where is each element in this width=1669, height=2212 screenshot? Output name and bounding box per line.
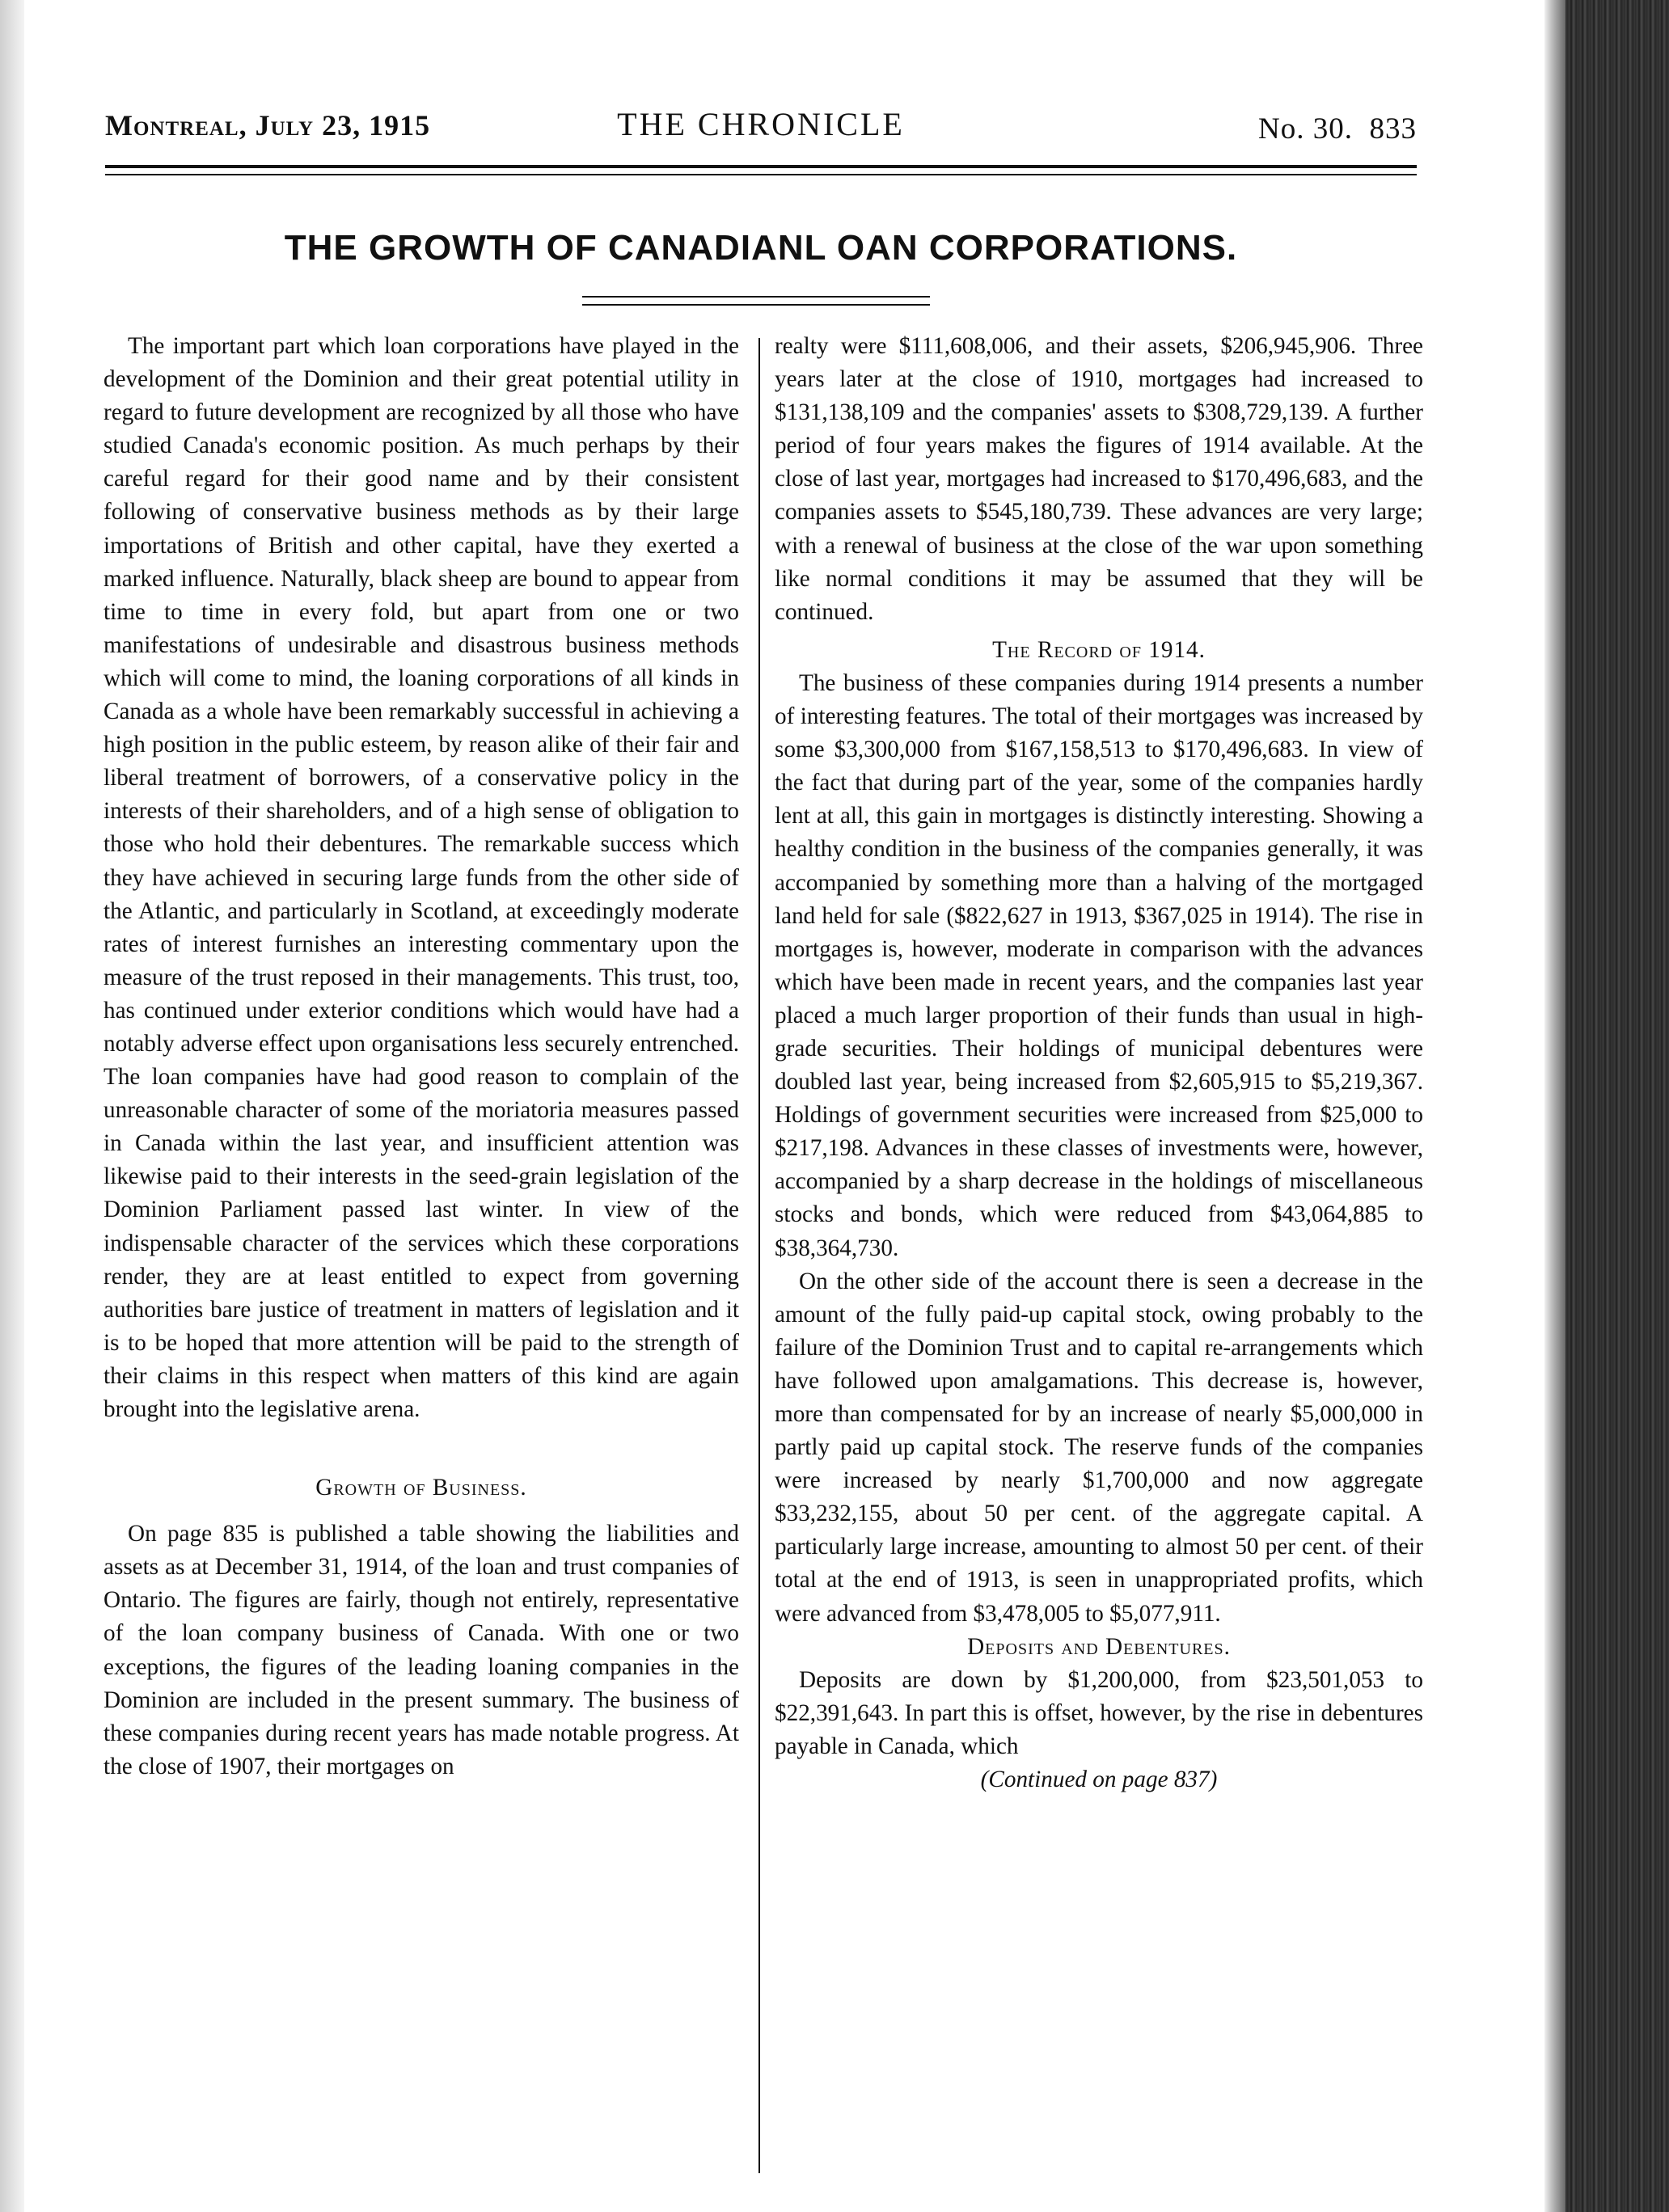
page-number: 833 (1369, 112, 1417, 146)
dateline: Montreal, July 23, 1915 (105, 109, 431, 141)
article-title: THE GROWTH OF CANADIANL OAN CORPORATIONS. (284, 228, 1238, 268)
journal-name: THE CHRONICLE (617, 106, 905, 142)
running-header (105, 103, 1417, 152)
record-paragraph-2: On the other side of the account there is seen a decrease in the amount of the fully paid-up capital stock, owing probably to the failure of the Dominion Trust and to capital re-arrangements which have followed upon amalgamations. This decrease is, however, more than compensated for by an increase of nearly $5,000,000 in partly paid up capital stock. The reserve funds of the companies were increased by nearly $1,700,000 and now aggregate $33,232,155, about 50 per cent. of the aggregate capital. A particularly large increase, amounting to almost 50 per cent. of their total at the end of 1913, is seen in unappropriated profits, which were advanced from $3,478,005 to $5,077,911. (775, 1268, 1423, 1627)
growth-paragraph: On page 835 is published a table showing the liabilities and assets as at December 31, 1914, of the loan and trust companies of Ontario. The figures are fairly, though not entirely, representative of the loan company business of Canada. With one or two exceptions, the figures of the leading loaning companies in the Dominion are included in the present summary. The business of these companies during recent years has made notable progress. At the close of 1907, their mortgages on (104, 1521, 739, 1779)
header-rule-thick (105, 165, 1417, 168)
issue-and-page (1258, 112, 1417, 146)
book-binding-edge (1544, 0, 1669, 2212)
continued-note: (Continued on page 837) (980, 1767, 1218, 1793)
title-ornament-rule (582, 296, 930, 298)
growth-paragraph-continued: realty were $111,608,006, and their assets, $206,945,906. Three years later at the close of 1910, mortgages had increased to $131,138,109 and the companies' assets to $308,729,139. A further period of four years makes the figures of 1914 available. At the close of last year, mortgages had increased to $170,496,683, and the companies assets to $545,180,739. These advances are very large; with a renewal of business at the close of the war upon something like normal conditions it may be assumed that they will be continued. (775, 333, 1423, 625)
left-column (104, 330, 739, 1784)
intro-paragraph: The important part which loan corporations have played in the development of the Dominion and their great potential utility in regard to future development are recognized by all those who have studied Canada's economic position. As much perhaps by their careful regard for their good name and by their consistent following of conservative business methods as by their large importations of British and other capital, have they exerted a marked influence. Naturally, black sheep are bound to appear from time to time in every fold, but apart from one or two manifestations of undesirable and disastrous business methods which will come to mind, the loaning corporations of all kinds in Canada as a whole have been remarkably successful in achieving a high position in the public esteem, by reason alike of their fair and liberal treatment of borrowers, of a conservative policy in the interests of their shareholders, and of a high sense of obligation to those who hold their debentures. The remarkable success which they have achieved in securing large funds from the other side of the Atlantic, and particularly in Scotland, at exceedingly moderate rates of interest furnishes an interesting commentary upon the measure of the trust reposed in their managements. This trust, too, has continued under exterior conditions which would have had a notably adverse effect upon organisations less securely entrenched. The loan companies have had good reason to complain of the unreasonable character of some of the moriatoria measures passed in Canada within the last year, and insufficient attention was likewise paid to their interests in the seed-grain legislation of the Dominion Parliament passed last winter. In view of the indispensable character of the services which these corporations render, they are at least entitled to expect from governing authorities bare justice of treatment in matters of legislation and it is to be hoped that more attention will be paid to the strength of their claims in this respect when matters of this kind are again brought into the legislative arena. (104, 333, 739, 1422)
column-divider (758, 338, 760, 2173)
record-paragraph-1: The business of these companies during 1914 presents a number of interesting features. The total of their mortgages was increased by some $3,300,000 from $167,158,513 to $170,496,683. In view of the fact that during part of the year, some of the companies hardly lent at all, this gain in mortgages is distinctly interesting. Showing a healthy condition in the business of the companies generally, it was accompanied by something more than a halving of the mortgaged land held for sale ($822,627 in 1913, $367,025 in 1914). The rise in mortgages is, however, moderate in comparison with the advances which have been made in recent years, and the companies last year placed a much larger proportion of their funds than usual in high-grade securities. Their holdings of municipal debentures were doubled last year, being increased from $2,605,915 to $5,219,367. Holdings of government securities were increased from $25,000 to $217,198. Advances in these classes of investments were, however, accompanied by a sharp decrease in the holdings of miscellaneous stocks and bonds, which were reduced from $43,064,885 to $38,364,730. (775, 669, 1423, 1261)
deposits-paragraph: Deposits are down by $1,200,000, from $23,501,053 to $22,391,643. In part this is offset, however, by the rise in debentures payable in Canada, which (775, 1666, 1423, 1759)
right-column (775, 330, 1423, 1796)
section-heading-growth: Growth of Business. (315, 1475, 527, 1501)
issue-number: No. 30. (1258, 112, 1353, 146)
section-heading-record: The Record of 1914. (992, 636, 1206, 663)
title-ornament-rule-2 (582, 304, 930, 306)
header-rule-thin (105, 174, 1417, 175)
section-heading-deposits: Deposits and Debentures. (967, 1633, 1231, 1660)
